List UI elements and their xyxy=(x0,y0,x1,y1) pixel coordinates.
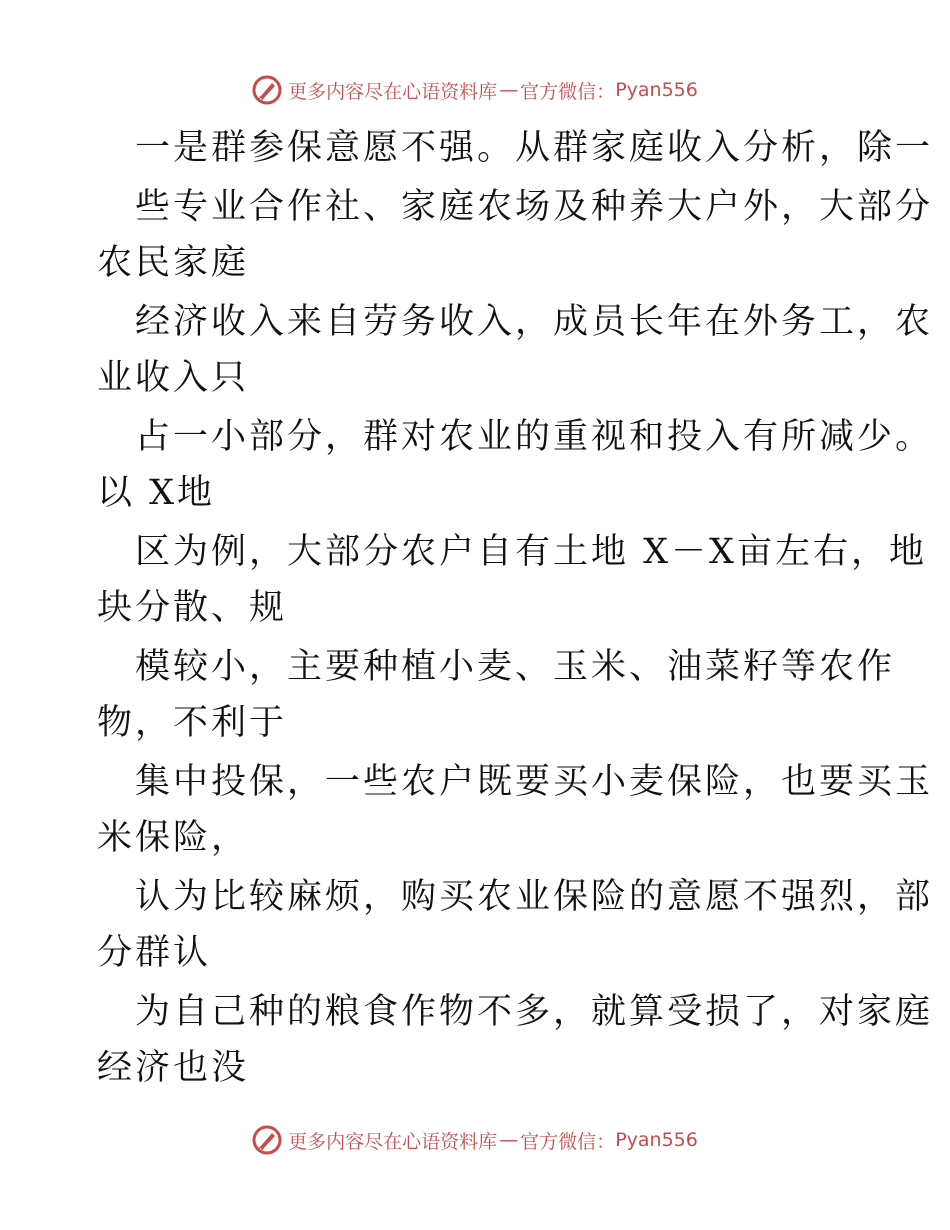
text-line: 一是群参保意愿不强。从群家庭收入分析，除一 xyxy=(135,128,934,168)
text-line: 模较小，主要种植小麦、玉米、油菜籽等农作 xyxy=(135,647,896,687)
text-line: 些专业合作社、家庭农场及种养大户外，大部分 xyxy=(135,187,934,227)
footer-watermark xyxy=(0,1120,950,1160)
text-line: 以 X地 xyxy=(97,473,216,513)
watermark-wechat-id: Pyan556 xyxy=(615,79,698,101)
watermark-wechat-label: 官方微信： xyxy=(520,80,616,103)
pen-logo-icon xyxy=(252,75,282,105)
header-watermark xyxy=(0,70,950,110)
text-line: 经济收入来自劳务收入，成员长年在外务工，农 xyxy=(135,302,934,342)
text-line: 集中投保，一些农户既要买小麦保险，也要买玉 xyxy=(135,762,934,802)
pen-logo-icon xyxy=(252,1125,282,1155)
watermark-text: 更多内容尽在心语资料库 xyxy=(288,80,498,103)
text-line: 分群认 xyxy=(97,933,212,973)
watermark-wechat-id: Pyan556 xyxy=(615,1129,698,1151)
watermark-separator: — xyxy=(499,79,519,101)
watermark-separator: — xyxy=(499,1129,519,1151)
watermark-wechat-label: 官方微信： xyxy=(520,1130,616,1153)
text-line: 为自己种的粮食作物不多，就算受损了，对家庭 xyxy=(135,992,934,1032)
text-line: 业收入只 xyxy=(97,358,250,398)
text-line: 物，不利于 xyxy=(97,703,288,743)
text-line: 米保险， xyxy=(97,818,250,858)
text-line: 农民家庭 xyxy=(97,243,250,283)
text-line: 块分散、规 xyxy=(97,588,288,628)
text-line: 占一小部分，群对农业的重视和投入有所减少。 xyxy=(135,417,934,457)
text-line: 经济也没 xyxy=(97,1048,250,1088)
text-line: 认为比较麻烦，购买农业保险的意愿不强烈，部 xyxy=(135,877,934,917)
watermark-text: 更多内容尽在心语资料库 xyxy=(288,1130,498,1153)
text-line: 区为例，大部分农户自有土地 X－X亩左右，地 xyxy=(135,532,927,572)
